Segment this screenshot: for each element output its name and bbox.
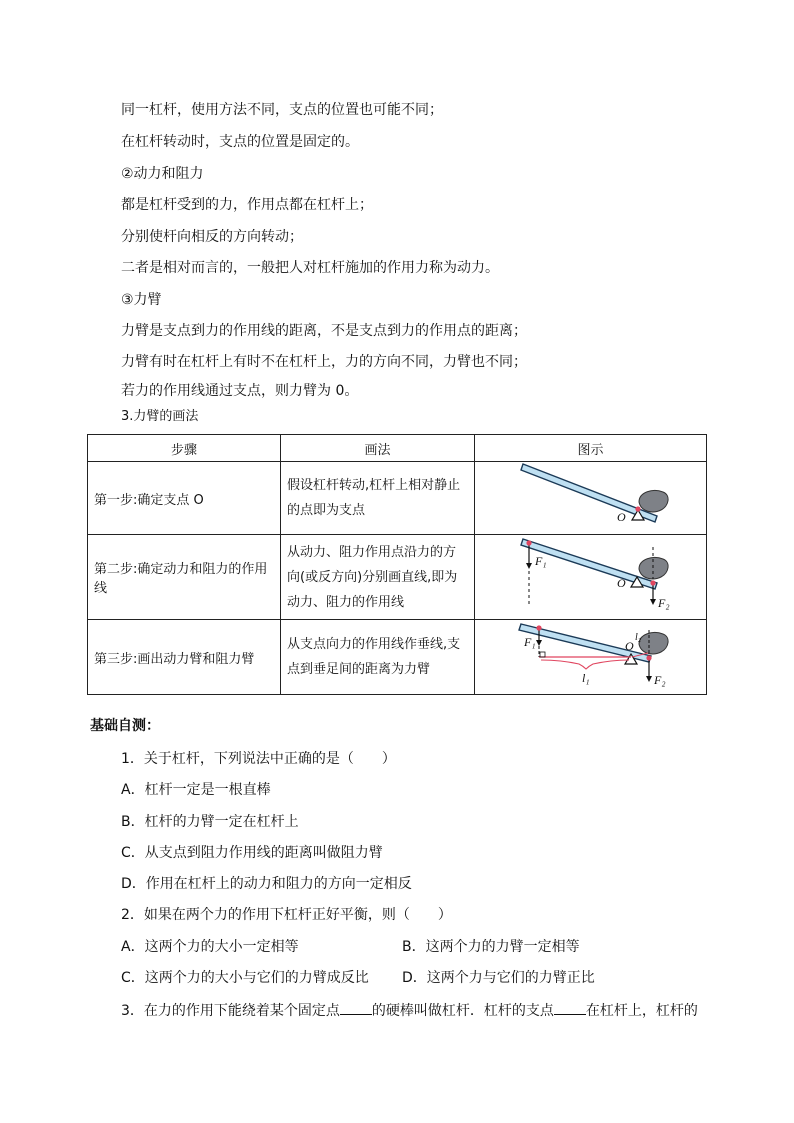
lever-figure-step1 (491, 462, 691, 530)
f1-label: F₁ (534, 554, 547, 568)
arrow-head (650, 599, 656, 605)
table-header: 画法 (281, 435, 475, 462)
force-point (650, 580, 655, 585)
question-option: D．作用在杠杆上的动力和阻力的方向一定相反 (121, 876, 412, 892)
l2-label: l₂ (634, 632, 641, 643)
question-option: C．这两个力的大小与它们的力臂成反比 (121, 970, 369, 986)
force-point (536, 625, 541, 630)
figure-cell (475, 535, 707, 620)
answer-blank[interactable] (340, 1000, 372, 1015)
question-option: C．从支点到阻力作用线的距离叫做阻力臂 (121, 845, 383, 861)
pivot-label: O (624, 639, 634, 653)
question-stem: 1．关于杠杆，下列说法中正确的是（ ） (121, 751, 396, 767)
question-option: A．杠杆一定是一根直棒 (121, 782, 271, 798)
arrow-head (646, 676, 652, 682)
text-line: 分别使杆向相反的方向转动； (121, 229, 303, 245)
figure-cell (475, 620, 707, 695)
text-line: 若力的作用线通过支点，则力臂为 0。 (121, 383, 359, 399)
question-text: 的硬棒叫做杠杆．杠杆的支点 (371, 1003, 554, 1019)
table-header-row (88, 435, 707, 462)
question-option: D．这两个力与它们的力臂正比 (402, 970, 595, 986)
text-line: 二者是相对而言的，一般把人对杠杆施加的作用力称为动力。 (121, 260, 499, 276)
table-header: 步骤 (88, 435, 281, 462)
section-title: 3.力臂的画法 (121, 409, 199, 424)
table-header: 图示 (475, 435, 707, 462)
pivot-point (635, 506, 640, 511)
question-text: 3．在力的作用下能绕着某个固定点 (121, 1003, 340, 1019)
rock-shape (639, 557, 668, 578)
rock-shape (639, 490, 668, 511)
force-point (646, 655, 651, 660)
table-row (88, 620, 707, 695)
lever-figure-step3 (491, 620, 691, 690)
step-cell: 第二步:确定动力和阻力的作用线 (88, 535, 281, 620)
f1-label: F₁ (523, 635, 536, 649)
f2-label: F₂ (653, 673, 666, 687)
text-line: ③力臂 (121, 292, 162, 308)
l1-label: l₁ (581, 671, 590, 685)
text-line: 同一杠杆，使用方法不同，支点的位置也可能不同； (121, 102, 443, 118)
question-option: A．这两个力的大小一定相等 (121, 939, 299, 955)
step-cell: 第三步:画出动力臂和阻力臂 (88, 620, 281, 695)
right-angle-mark (540, 652, 545, 657)
text-line: 力臂是支点到力的作用线的距离，不是支点到力的作用点的距离； (121, 323, 527, 339)
method-cell: 假设杠杆转动,杠杆上相对静止的点即为支点 (281, 462, 475, 535)
l1-brace (541, 660, 629, 669)
question-text: 在杠杆上，杠杆的 (585, 1003, 698, 1019)
practice-heading: 基础自测： (90, 718, 160, 734)
method-cell: 从动力、阻力作用点沿力的方向(或反方向)分别画直线,即为动力、阻力的作用线 (281, 535, 475, 620)
question-stem (121, 1000, 698, 1021)
rock-shape (639, 632, 668, 653)
force-point (526, 540, 531, 545)
question-option: B．这两个力的力臂一定相等 (402, 939, 580, 955)
question-option: B．杠杆的力臂一定在杠杆上 (121, 814, 299, 830)
arrow-head (526, 563, 532, 569)
arrow-head (536, 640, 542, 646)
text-line: 在杠杆转动时，支点的位置是固定的。 (121, 134, 359, 150)
pivot-label: O (616, 576, 626, 590)
text-line: 都是杠杆受到的力，作用点都在杠杆上； (121, 197, 373, 213)
f2-label: F₂ (657, 596, 670, 610)
pivot-label: O (616, 510, 626, 524)
step-cell: 第一步:确定支点 O (88, 462, 281, 535)
figure-cell (475, 462, 707, 535)
lever-figure-step2 (491, 535, 691, 615)
table-row (88, 462, 707, 535)
lever-arm-steps-table (87, 434, 707, 695)
method-cell: 从支点向力的作用线作垂线,支点到垂足间的距离为力臂 (281, 620, 475, 695)
text-line: 力臂有时在杠杆上有时不在杠杆上，力的方向不同，力臂也不同； (121, 354, 527, 370)
answer-blank[interactable] (554, 1000, 586, 1015)
text-line: ②动力和阻力 (121, 166, 204, 182)
table-row (88, 535, 707, 620)
question-stem: 2．如果在两个力的作用下杠杆正好平衡，则（ ） (121, 907, 452, 923)
